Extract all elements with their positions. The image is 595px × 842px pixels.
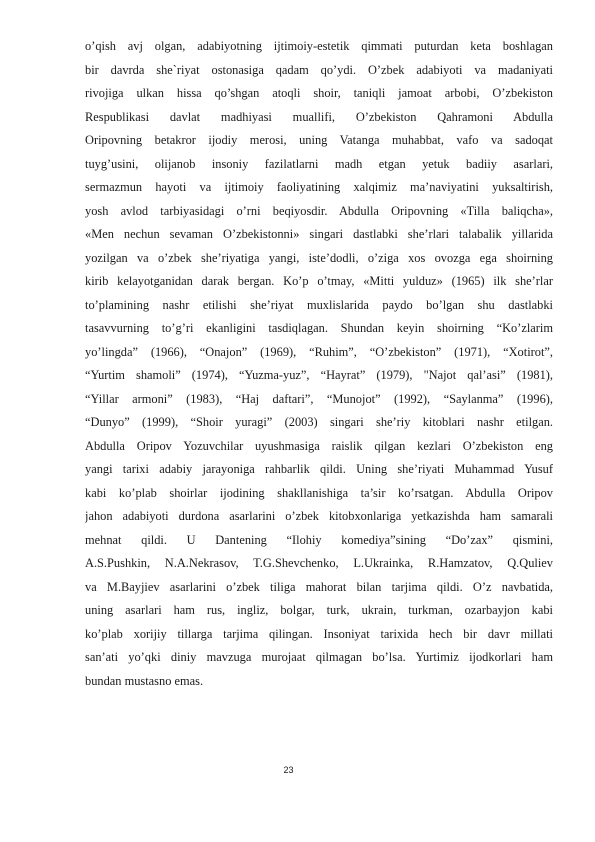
text-line: “Dunyo” (1999), “Shoir yuragi” (2003) singari she’riy kitoblari nashr etilgan. xyxy=(85,415,553,429)
page-number-value: 23 xyxy=(283,765,294,775)
text-line: o’qish avj olgan, adabiyotning ijtimoiy-estetik qimmati puturdan keta boshlagan xyxy=(85,39,553,53)
text-line: “Yillar armoni” (1983), “Haj daftari”, “Munojot” (1992), “Saylanma” (1996), xyxy=(85,391,553,406)
text-line: tasavvurning to’g’ri ekanligini tasdiqlagan. Shundan keyin shoirning “Ko’zlarim xyxy=(85,321,553,335)
text-line: sermazmun hayoti va ijtimoiy faoliyatining xalqimiz ma’naviyatini yuksaltirish, xyxy=(85,180,553,194)
text-line: ko’plab xorijiy tillarga tarjima qilingan. Insoniyat tarixida hech bir davr millati xyxy=(85,626,553,641)
text-line: uning asarlari ham rus, ingliz, bolgar, turk, ukrain, turkman, ozarbayjon kabi xyxy=(85,603,553,617)
text-line: san’ati yo’qki diniy mavzuga murojaat qilmagan bo’lsa. Yurtimiz ijodkorlari ham xyxy=(85,650,553,664)
page-number xyxy=(0,765,595,775)
text-line: to’plamining nashr etilishi she’riyat muxlislarida paydo bo’lgan shu dastlabki xyxy=(85,297,553,312)
text-line: bir davrda she`riyat ostonasiga qadam qo’ydi. O’zbek adabiyoti va madaniyati xyxy=(85,62,553,77)
text-line: jahon adabiyoti durdona asarlarini o’zbek kitobxonlariga yetkazishda ham samarali xyxy=(85,509,553,523)
text-line: Oripovning betakror ijodiy merosi, uning Vatanga muhabbat, vafo va sadoqat xyxy=(85,133,553,147)
text-line: Respublikasi davlat madhiyasi muallifi, O’zbekiston Qahramoni Abdulla xyxy=(85,109,553,124)
text-line: A.S.Pushkin, N.A.Nekrasov, T.G.Shevchenko, L.Ukrainka, R.Hamzatov, Q.Quliev xyxy=(85,556,553,570)
text-line: rivojiga ulkan hissa qo’shgan atoqli shoir, taniqli jamoat arbobi, O’zbekiston xyxy=(85,86,553,100)
text-line: va M.Bayjiev asarlarini o’zbek tiliga mahorat bilan tarjima qildi. O’z navbatida, xyxy=(85,579,553,594)
text-line: “Yurtim shamoli” (1974), “Yuzma-yuz”, “Hayrat” (1979), "Najot qal’asi” (1981), xyxy=(85,368,553,382)
text-line: yozilgan va o’zbek she’riyatiga yangi, iste’dodli, o’ziga xos ovozga ega shoirning xyxy=(85,250,553,265)
text-line: yosh avlod tarbiyasidagi o’rni beqiyosdir. Abdulla Oripovning «Tilla baliqcha», xyxy=(85,203,553,218)
text-line: kabi ko’plab shoirlar ijodining shakllanishiga ta’sir ko’rsatgan. Abdulla Oripov xyxy=(85,485,553,500)
text-line: Abdulla Oripov Yozuvchilar uyushmasiga raislik qilgan kezlari O’zbekiston eng xyxy=(85,438,553,453)
text-line: yangi tarixi adabiy jarayoniga rahbarlik qildi. Uning she’riyati Muhammad Yusuf xyxy=(85,462,553,476)
text-line: «Men nechun sevaman O’zbekistonni» singari dastlabki she’rlari talabalik yillarida xyxy=(85,227,553,241)
text-line: tuyg’usini, olijanob insoniy fazilatlarni madh etgan yetuk badiiy asarlari, xyxy=(85,156,553,171)
body-paragraph xyxy=(85,35,553,693)
text-line: kirib kelayotganidan darak bergan. Ko’p o’tmay, «Mitti yulduz» (1965) ilk she’rlar xyxy=(85,274,553,288)
text-line: yo’lingda” (1966), “Onajon” (1969), “Ruhim”, “O’zbekiston” (1971), “Xotirot”, xyxy=(85,344,553,359)
text-line-last: bundan mustasno emas. xyxy=(85,673,204,688)
text-line: mehnat qildi. U Dantening “Ilohiy komediya”sining “Do’zax” qismini, xyxy=(85,532,553,547)
